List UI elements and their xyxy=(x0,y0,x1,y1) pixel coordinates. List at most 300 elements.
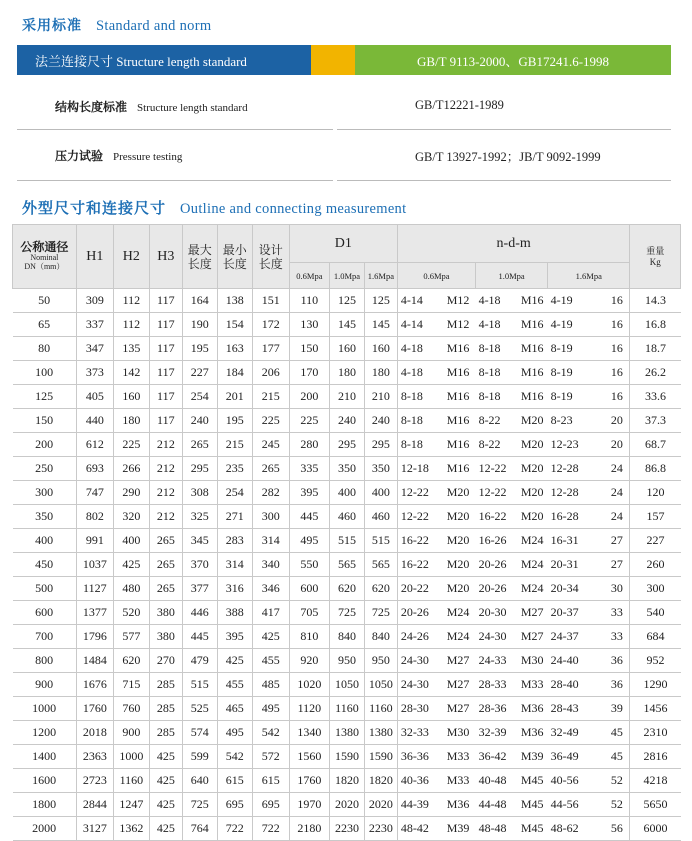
table-row xyxy=(13,505,681,529)
table-cell: 425 xyxy=(149,793,182,817)
dn-en1: Nominal xyxy=(30,253,59,262)
table-cell: 417 xyxy=(252,601,289,625)
table-cell: 8-22 xyxy=(476,409,517,433)
table-cell: 1000 xyxy=(113,745,149,769)
table-cell: 377 xyxy=(182,577,217,601)
table-cell: 117 xyxy=(149,313,182,337)
table-cell: 300 xyxy=(252,505,289,529)
table-cell: 212 xyxy=(149,457,182,481)
flange-standard-value: GB/T 9113-2000、GB17241.6-1998 xyxy=(355,45,671,75)
table-cell: 154 xyxy=(217,313,252,337)
table-cell: 400 xyxy=(13,529,77,553)
flange-standard-label: 法兰连接尺寸 Structure length standard xyxy=(17,45,311,75)
table-cell: 33 xyxy=(604,625,630,649)
table-cell: 840 xyxy=(329,625,364,649)
table-cell: 950 xyxy=(329,649,364,673)
table-cell: 1456 xyxy=(630,697,681,721)
table-cell: 370 xyxy=(182,553,217,577)
table-cell: 45 xyxy=(604,745,630,769)
table-cell: 16 xyxy=(604,313,630,337)
table-cell: 240 xyxy=(364,409,397,433)
table-row xyxy=(13,673,681,697)
ndm-pressure-10: 1.0Mpa xyxy=(476,263,548,289)
table-cell: 212 xyxy=(149,433,182,457)
table-cell: 460 xyxy=(364,505,397,529)
table-cell: 1160 xyxy=(113,769,149,793)
table-cell: 12-22 xyxy=(397,481,440,505)
table-cell: M16 xyxy=(517,361,548,385)
table-cell: 282 xyxy=(252,481,289,505)
table-cell: 1160 xyxy=(364,697,397,721)
table-cell: 190 xyxy=(182,313,217,337)
table-cell: 125 xyxy=(13,385,77,409)
table-cell: 722 xyxy=(217,817,252,841)
table-cell: 1200 xyxy=(13,721,77,745)
table-cell: M16 xyxy=(441,409,476,433)
table-cell: 271 xyxy=(217,505,252,529)
table-cell: M33 xyxy=(517,673,548,697)
table-cell: M36 xyxy=(517,697,548,721)
table-cell: 5650 xyxy=(630,793,681,817)
table-cell: 45 xyxy=(604,721,630,745)
table-cell: 465 xyxy=(217,697,252,721)
table-cell: 16.8 xyxy=(630,313,681,337)
table-cell: 952 xyxy=(630,649,681,673)
table-cell: 1820 xyxy=(329,769,364,793)
table-cell: 400 xyxy=(113,529,149,553)
table-cell: 265 xyxy=(149,577,182,601)
table-cell: 900 xyxy=(13,673,77,697)
dn-cn: 公称通径 xyxy=(20,240,69,254)
table-row xyxy=(13,529,681,553)
table-cell: 254 xyxy=(217,481,252,505)
table-cell: 4-18 xyxy=(476,289,517,313)
table-cell: 1970 xyxy=(289,793,329,817)
table-cell: 460 xyxy=(329,505,364,529)
dimensions-table xyxy=(12,224,681,841)
table-cell: 210 xyxy=(364,385,397,409)
table-cell: M16 xyxy=(441,457,476,481)
table-cell: 1362 xyxy=(113,817,149,841)
table-cell: 400 xyxy=(364,481,397,505)
table-cell: 212 xyxy=(149,505,182,529)
table-cell: 32-33 xyxy=(397,721,440,745)
table-cell: M24 xyxy=(441,601,476,625)
table-cell: 16-22 xyxy=(397,529,440,553)
table-cell: 26.2 xyxy=(630,361,681,385)
table-cell: 160 xyxy=(329,337,364,361)
table-cell: 24 xyxy=(604,457,630,481)
info-value: GB/T12221-1989 xyxy=(415,98,504,112)
table-cell: 20-26 xyxy=(476,553,517,577)
section-title-cn: 采用标准 xyxy=(22,18,82,34)
table-cell: M20 xyxy=(441,553,476,577)
table-cell: 16 xyxy=(604,337,630,361)
table-cell: 1127 xyxy=(76,577,113,601)
d1-pressure-06: 0.6Mpa xyxy=(289,263,329,289)
table-cell: 265 xyxy=(252,457,289,481)
table-row xyxy=(13,745,681,769)
table-cell: 163 xyxy=(217,337,252,361)
section-title-en: Standard and norm xyxy=(96,18,212,34)
table-cell: 225 xyxy=(252,409,289,433)
table-row xyxy=(13,649,681,673)
table-cell: 145 xyxy=(329,313,364,337)
table-cell: 210 xyxy=(329,385,364,409)
table-cell: 180 xyxy=(364,361,397,385)
table-row xyxy=(13,337,681,361)
table-cell: 52 xyxy=(604,793,630,817)
table-cell: 157 xyxy=(630,505,681,529)
table-cell: 350 xyxy=(13,505,77,529)
table-cell: 1590 xyxy=(329,745,364,769)
table-cell: M27 xyxy=(517,601,548,625)
table-cell: 68.7 xyxy=(630,433,681,457)
table-cell: 615 xyxy=(252,769,289,793)
table-cell: 225 xyxy=(113,433,149,457)
table-cell: M39 xyxy=(441,817,476,841)
table-cell: M20 xyxy=(441,481,476,505)
table-cell: 20-37 xyxy=(548,601,605,625)
table-cell: 445 xyxy=(182,625,217,649)
table-cell: 12-23 xyxy=(548,433,605,457)
table-cell: 565 xyxy=(329,553,364,577)
col-header-design-length xyxy=(252,225,289,289)
table-cell: 172 xyxy=(252,313,289,337)
info-row-structure-length xyxy=(17,84,671,130)
table-cell: 30 xyxy=(604,577,630,601)
table-cell: 125 xyxy=(329,289,364,313)
table-body xyxy=(13,289,681,841)
table-cell: 725 xyxy=(182,793,217,817)
table-cell: 1600 xyxy=(13,769,77,793)
table-cell: 395 xyxy=(217,625,252,649)
table-cell: 117 xyxy=(149,409,182,433)
table-cell: 6000 xyxy=(630,817,681,841)
table-cell: 240 xyxy=(182,409,217,433)
table-cell: 314 xyxy=(217,553,252,577)
table-cell: 425 xyxy=(149,745,182,769)
table-cell: 4218 xyxy=(630,769,681,793)
table-cell: 525 xyxy=(182,697,217,721)
table-cell: 20 xyxy=(604,433,630,457)
table-cell: 4-18 xyxy=(397,361,440,385)
table-cell: 12-18 xyxy=(397,457,440,481)
table-cell: 2000 xyxy=(13,817,77,841)
table-cell: 4-14 xyxy=(397,313,440,337)
table-cell: 180 xyxy=(113,409,149,433)
table-cell: 1484 xyxy=(76,649,113,673)
table-cell: 20-31 xyxy=(548,553,605,577)
table-cell: M16 xyxy=(441,361,476,385)
table-cell: 600 xyxy=(289,577,329,601)
table-cell: 550 xyxy=(289,553,329,577)
table-cell: M45 xyxy=(517,793,548,817)
table-cell: 37.3 xyxy=(630,409,681,433)
table-cell: 265 xyxy=(149,553,182,577)
table-cell: 8-19 xyxy=(548,385,605,409)
table-cell: 283 xyxy=(217,529,252,553)
table-cell: 24 xyxy=(604,505,630,529)
table-cell: 40-36 xyxy=(397,769,440,793)
table-cell: 16-22 xyxy=(476,505,517,529)
table-cell: 1400 xyxy=(13,745,77,769)
table-row xyxy=(13,289,681,313)
table-cell: 16-26 xyxy=(476,529,517,553)
table-row xyxy=(13,553,681,577)
table-cell: 24-40 xyxy=(548,649,605,673)
table-cell: 316 xyxy=(217,577,252,601)
table-row xyxy=(13,385,681,409)
table-row xyxy=(13,769,681,793)
table-cell: 24-30 xyxy=(397,673,440,697)
table-cell: 44-56 xyxy=(548,793,605,817)
table-cell: 206 xyxy=(252,361,289,385)
table-cell: 764 xyxy=(182,817,217,841)
table-cell: 2230 xyxy=(364,817,397,841)
table-cell: 117 xyxy=(149,337,182,361)
table-cell: 810 xyxy=(289,625,329,649)
table-cell: 265 xyxy=(182,433,217,457)
table-cell: 314 xyxy=(252,529,289,553)
table-cell: 695 xyxy=(217,793,252,817)
table-cell: 1000 xyxy=(13,697,77,721)
table-cell: 725 xyxy=(329,601,364,625)
table-cell: 1760 xyxy=(289,769,329,793)
table-cell: 36 xyxy=(604,649,630,673)
table-row xyxy=(13,481,681,505)
table-cell: 215 xyxy=(252,385,289,409)
table-cell: 693 xyxy=(76,457,113,481)
table-cell: 600 xyxy=(13,601,77,625)
table-cell: M16 xyxy=(517,385,548,409)
table-cell: 48-48 xyxy=(476,817,517,841)
table-cell: 800 xyxy=(13,649,77,673)
table-cell: M20 xyxy=(517,457,548,481)
table-cell: 345 xyxy=(182,529,217,553)
table-row xyxy=(13,721,681,745)
table-row xyxy=(13,793,681,817)
table-cell: 309 xyxy=(76,289,113,313)
table-cell: 24-37 xyxy=(548,625,605,649)
table-cell: 620 xyxy=(113,649,149,673)
bar-accent xyxy=(311,45,355,75)
table-cell: 1050 xyxy=(329,673,364,697)
divider xyxy=(17,180,333,181)
table-cell: 1560 xyxy=(289,745,329,769)
table-cell: M33 xyxy=(441,769,476,793)
table-cell: 16 xyxy=(604,361,630,385)
ndm-pressure-06: 0.6Mpa xyxy=(397,263,475,289)
table-cell: 227 xyxy=(630,529,681,553)
table-cell: 612 xyxy=(76,433,113,457)
table-cell: 16-31 xyxy=(548,529,605,553)
col-header-max-length xyxy=(182,225,217,289)
col-header-weight xyxy=(630,225,681,289)
table-cell: 24-30 xyxy=(476,625,517,649)
table-cell: 36-42 xyxy=(476,745,517,769)
table-cell: 40-56 xyxy=(548,769,605,793)
section-title-outline xyxy=(22,197,406,218)
table-cell: 285 xyxy=(149,697,182,721)
table-cell: 2180 xyxy=(289,817,329,841)
table-cell: 100 xyxy=(13,361,77,385)
table-cell: 388 xyxy=(217,601,252,625)
table-cell: 27 xyxy=(604,529,630,553)
table-cell: 125 xyxy=(364,289,397,313)
table-cell: M27 xyxy=(441,673,476,697)
table-cell: 320 xyxy=(113,505,149,529)
table-cell: 245 xyxy=(252,433,289,457)
table-row xyxy=(13,361,681,385)
table-cell: 160 xyxy=(364,337,397,361)
table-row xyxy=(13,409,681,433)
table-cell: 1800 xyxy=(13,793,77,817)
table-cell: M12 xyxy=(441,289,476,313)
divider xyxy=(337,129,671,130)
table-cell: M12 xyxy=(441,313,476,337)
table-cell: M36 xyxy=(441,793,476,817)
table-cell: 33 xyxy=(604,601,630,625)
table-cell: 1760 xyxy=(76,697,113,721)
col-header-h2: H2 xyxy=(113,225,149,289)
info-label-en: Pressure testing xyxy=(113,151,183,163)
table-cell: 160 xyxy=(113,385,149,409)
table-cell: 4-18 xyxy=(397,337,440,361)
table-cell: 445 xyxy=(289,505,329,529)
table-cell: 39 xyxy=(604,697,630,721)
flange-standard-bar xyxy=(17,45,671,75)
table-row xyxy=(13,457,681,481)
table-cell: 250 xyxy=(13,457,77,481)
table-cell: 215 xyxy=(217,433,252,457)
table-cell: 280 xyxy=(289,433,329,457)
table-cell: 28-43 xyxy=(548,697,605,721)
dn-en2: DN（mm） xyxy=(24,262,65,271)
table-cell: 20-26 xyxy=(476,577,517,601)
table-cell: 2816 xyxy=(630,745,681,769)
table-cell: 40-48 xyxy=(476,769,517,793)
table-cell: 991 xyxy=(76,529,113,553)
table-cell: 1590 xyxy=(364,745,397,769)
table-row xyxy=(13,817,681,841)
table-cell: M20 xyxy=(517,481,548,505)
table-cell: 599 xyxy=(182,745,217,769)
table-row xyxy=(13,433,681,457)
table-cell: M24 xyxy=(441,625,476,649)
table-cell: 337 xyxy=(76,313,113,337)
table-cell: 112 xyxy=(113,313,149,337)
table-cell: 117 xyxy=(149,361,182,385)
table-cell: M16 xyxy=(441,337,476,361)
table-cell: 405 xyxy=(76,385,113,409)
table-cell: 515 xyxy=(329,529,364,553)
table-cell: 840 xyxy=(364,625,397,649)
table-cell: 117 xyxy=(149,385,182,409)
table-cell: 615 xyxy=(217,769,252,793)
table-cell: 8-18 xyxy=(476,337,517,361)
table-cell: M36 xyxy=(517,721,548,745)
info-label-cn: 压力试验 xyxy=(55,149,104,163)
table-cell: 50 xyxy=(13,289,77,313)
table-cell: 572 xyxy=(252,745,289,769)
table-cell: M16 xyxy=(517,337,548,361)
min-len-line2: 长度 xyxy=(222,256,247,271)
table-cell: 2018 xyxy=(76,721,113,745)
table-row xyxy=(13,313,681,337)
table-cell: 380 xyxy=(149,625,182,649)
table-cell: 52 xyxy=(604,769,630,793)
table-cell: 150 xyxy=(13,409,77,433)
table-cell: 684 xyxy=(630,625,681,649)
table-cell: 479 xyxy=(182,649,217,673)
table-cell: M33 xyxy=(441,745,476,769)
table-cell: 80 xyxy=(13,337,77,361)
table-cell: 425 xyxy=(113,553,149,577)
table-cell: 14.3 xyxy=(630,289,681,313)
table-cell: 117 xyxy=(149,289,182,313)
table-cell: 425 xyxy=(217,649,252,673)
table-cell: 201 xyxy=(217,385,252,409)
table-cell: 16-28 xyxy=(548,505,605,529)
d1-pressure-10: 1.0Mpa xyxy=(329,263,364,289)
table-cell: 28-36 xyxy=(476,697,517,721)
section-title-en: Outline and connecting measurement xyxy=(180,201,407,217)
table-cell: 8-18 xyxy=(397,433,440,457)
table-cell: 350 xyxy=(329,457,364,481)
table-cell: 425 xyxy=(149,817,182,841)
table-cell: 28-30 xyxy=(397,697,440,721)
col-header-ndm: n-d-m xyxy=(397,225,630,263)
table-cell: 4-19 xyxy=(548,289,605,313)
table-cell: M30 xyxy=(441,721,476,745)
table-cell: 700 xyxy=(13,625,77,649)
table-cell: 8-23 xyxy=(548,409,605,433)
divider xyxy=(17,129,333,130)
table-cell: 130 xyxy=(289,313,329,337)
table-cell: 135 xyxy=(113,337,149,361)
table-cell: 24-33 xyxy=(476,649,517,673)
table-cell: 295 xyxy=(329,433,364,457)
table-cell: 145 xyxy=(364,313,397,337)
d1-pressure-16: 1.6Mpa xyxy=(364,263,397,289)
table-cell: 705 xyxy=(289,601,329,625)
table-cell: 138 xyxy=(217,289,252,313)
table-cell: 640 xyxy=(182,769,217,793)
table-cell: 1380 xyxy=(364,721,397,745)
table-cell: M20 xyxy=(517,433,548,457)
table-cell: 48-62 xyxy=(548,817,605,841)
table-cell: 24-30 xyxy=(397,649,440,673)
table-cell: 48-42 xyxy=(397,817,440,841)
table-cell: 8-22 xyxy=(476,433,517,457)
table-cell: 446 xyxy=(182,601,217,625)
table-cell: 195 xyxy=(182,337,217,361)
table-cell: 340 xyxy=(252,553,289,577)
table-cell: 495 xyxy=(252,697,289,721)
table-cell: 260 xyxy=(630,553,681,577)
table-cell: 802 xyxy=(76,505,113,529)
table-cell: 4-19 xyxy=(548,313,605,337)
info-label xyxy=(55,147,182,164)
table-cell: 28-40 xyxy=(548,673,605,697)
table-row xyxy=(13,577,681,601)
table-cell: M16 xyxy=(517,289,548,313)
table-cell: 1676 xyxy=(76,673,113,697)
table-cell: 620 xyxy=(364,577,397,601)
table-cell: 235 xyxy=(217,457,252,481)
table-cell: 184 xyxy=(217,361,252,385)
